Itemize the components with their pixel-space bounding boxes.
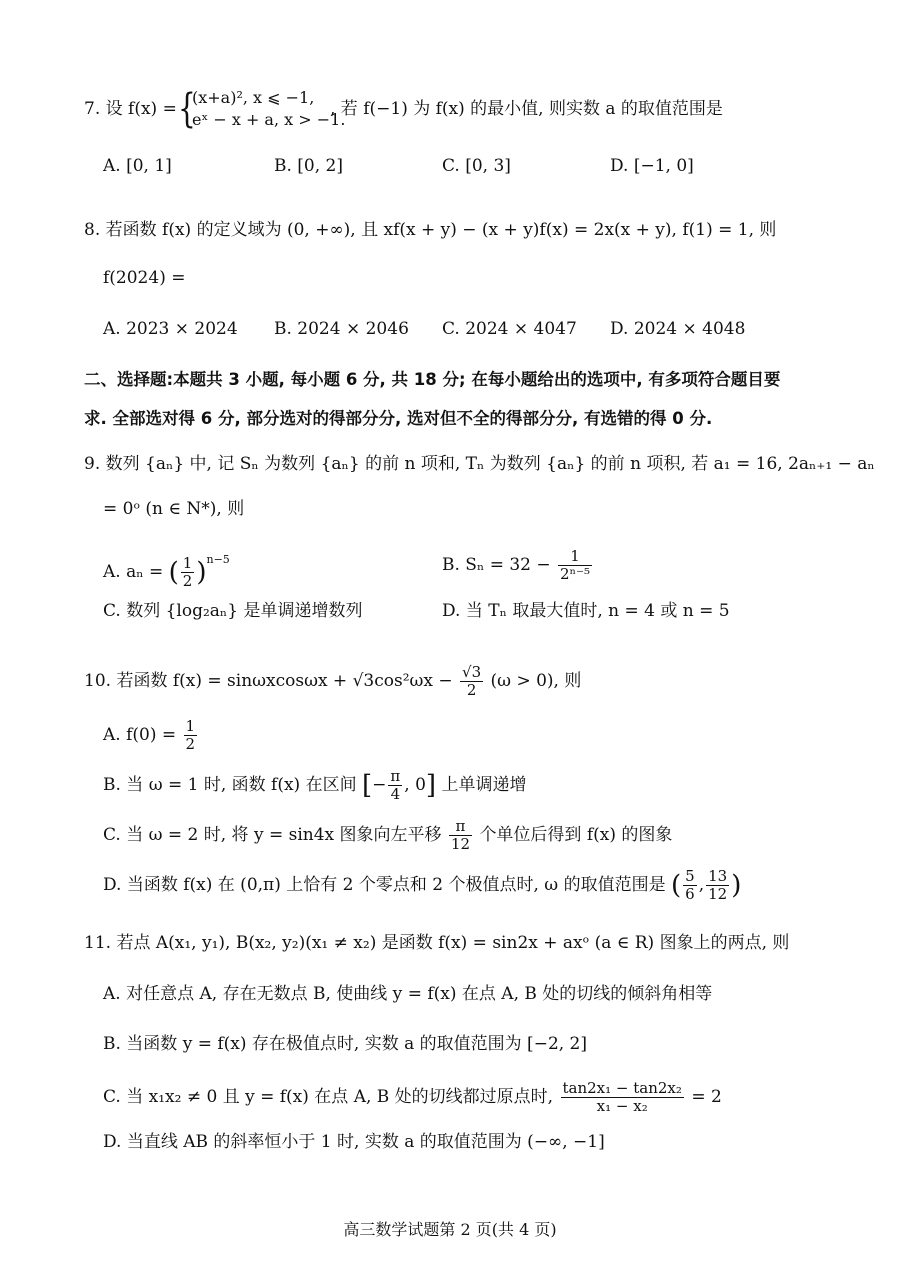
left-paren: ( <box>670 870 682 901</box>
q7-case-1: (x+a)², x ⩽ −1, <box>192 88 315 107</box>
fraction-numerator: 1 <box>558 548 592 566</box>
fraction-denominator: 6 <box>685 885 695 903</box>
q8-option-a: A. 2023 × 2024 <box>103 319 238 339</box>
q9-option-b <box>442 548 594 583</box>
q10-option-d-pre: D. 当函数 f(x) 在 (0,π) 上恰有 2 个零点和 2 个极值点时, ω 的取值范围是 <box>103 875 666 895</box>
q9-option-a-exponent: n−5 <box>206 553 230 566</box>
q8-option-d: D. 2024 × 4048 <box>610 319 746 339</box>
q10-option-d-fraction-1 <box>683 868 697 903</box>
fraction-denominator: 2 <box>182 572 193 590</box>
q9-option-b-label: B. Sₙ = 32 − <box>442 555 551 575</box>
q8-line-2: f(2024) = <box>103 268 186 288</box>
q10-option-d-fraction-2 <box>706 868 729 903</box>
q8-line-1: 8. 若函数 f(x) 的定义域为 (0, +∞), 且 xf(x + y) − (x + y)f(x) = 2x(x + y), f(1) = 1, 则 <box>84 220 777 240</box>
q7-piecewise <box>178 86 346 132</box>
q7-option-a: A. [0, 1] <box>103 156 172 176</box>
fraction-numerator: 1 <box>185 717 196 735</box>
q9-option-b-fraction <box>558 548 592 583</box>
q10-prefix: 10. 若函数 f(x) = sinωxcosωx + √3cos²ωx − <box>84 671 453 691</box>
q10-option-b-pre: B. 当 ω = 1 时, 函数 f(x) 在区间 <box>103 775 357 795</box>
q9-option-d: D. 当 Tₙ 取最大值时, n = 4 或 n = 5 <box>442 601 730 621</box>
q10-option-d: D. 当函数 f(x) 在 (0,π) 上恰有 2 个零点和 2 个极值点时, ω 的取值范围是 ( $\frac{5}{6}$ , $\frac{13}{12}$ ) <box>103 867 742 903</box>
fraction-numerator: 1 <box>182 554 193 572</box>
brace-symbol: { <box>178 86 196 132</box>
q8-option-c: C. 2024 × 4047 <box>442 319 577 339</box>
fraction-numerator: π <box>449 818 472 836</box>
q11-option-c-pre: C. 当 x₁x₂ ≠ 0 且 y = f(x) 在点 A, B 处的切线都过原点时, <box>103 1087 554 1107</box>
fraction-numerator: π <box>390 767 401 785</box>
fraction-denominator: 12 <box>708 885 728 903</box>
q7-case-2: eˣ − x + a, x > −1. <box>192 110 346 129</box>
q9-option-a-label: A. aₙ = <box>103 562 164 582</box>
q10-stem <box>84 664 581 699</box>
section-2-line-1: 二、选择题:本题共 3 小题, 每小题 6 分, 共 18 分; 在每小题给出的选项中, 有多项符合题目要 <box>84 370 781 389</box>
q9-option-a-fraction <box>181 555 195 590</box>
q11-line-1: 11. 若点 A(x₁, y₁), B(x₂, y₂)(x₁ ≠ x₂) 是函数 f(x) = sin2x + axᵒ (a ∈ R) 图象上的两点, 则 <box>84 933 790 953</box>
q8-option-b: B. 2024 × 2046 <box>274 319 409 339</box>
section-2-line-2: 求. 全部选对得 6 分, 部分选对的得部分分, 选对但不全的得部分分, 有选错的得 0 分. <box>84 409 713 428</box>
q9-line-2: = 0ᵒ (n ∈ N*), 则 <box>103 499 245 519</box>
q10-fraction <box>460 664 483 699</box>
fraction-denominator: 4 <box>390 785 401 803</box>
q7-prefix: 7. 设 f(x) = <box>84 99 177 119</box>
fraction-denominator: 2 <box>185 735 196 753</box>
q11-option-d: D. 当直线 AB 的斜率恒小于 1 时, 实数 a 的取值范围为 (−∞, −1] <box>103 1132 605 1152</box>
left-bracket: [ <box>362 770 373 801</box>
q11-option-c-post: = 2 <box>691 1087 722 1107</box>
q7-option-b: B. [0, 2] <box>274 156 344 176</box>
q11-option-b: B. 当函数 y = f(x) 存在极值点时, 实数 a 的取值范围为 [−2, 2] <box>103 1034 588 1054</box>
page-footer: 高三数学试题第 2 页(共 4 页) <box>343 1220 557 1239</box>
fraction-numerator: tan2x₁ − tan2x₂ <box>562 1079 682 1097</box>
right-paren: ) <box>196 557 207 588</box>
q9-line-1: 9. 数列 {aₙ} 中, 记 Sₙ 为数列 {aₙ} 的前 n 项和, Tₙ 为数列 {aₙ} 的前 n 项积, 若 a₁ = 16, 2aₙ₊₁ − aₙ <box>84 454 875 474</box>
fraction-numerator: √3 <box>462 663 482 681</box>
fraction-denominator: 2 <box>466 681 477 699</box>
q11-option-c <box>103 1080 722 1115</box>
q11-option-a: A. 对任意点 A, 存在无数点 B, 使曲线 y = f(x) 在点 A, B 处的切线的倾斜角相等 <box>103 984 713 1004</box>
q9-option-a <box>103 548 230 590</box>
q7-option-c: C. [0, 3] <box>442 156 511 176</box>
right-bracket: ] <box>425 770 437 801</box>
q7-suffix: , 若 f(−1) 为 f(x) 的最小值, 则实数 a 的取值范围是 <box>330 99 723 119</box>
q7-option-d: D. [−1, 0] <box>610 156 694 176</box>
left-paren: ( <box>168 557 179 588</box>
q10-option-a-fraction <box>184 718 198 753</box>
q10-option-c <box>103 818 672 853</box>
q10-option-a <box>103 718 199 753</box>
fraction-denominator: 2ⁿ⁻⁵ <box>560 565 591 583</box>
q10-option-b: B. 当 ω = 1 时, 函数 f(x) 在区间 [− $\frac{\pi}{4}$ , 0] 上单调递增 <box>103 767 527 803</box>
q9-option-c: C. 数列 {log₂aₙ} 是单调递增数列 <box>103 601 363 621</box>
q10-option-c-fraction <box>449 818 472 853</box>
fraction-denominator: 12 <box>450 835 471 853</box>
q10-option-b-post: 上单调递增 <box>441 775 527 795</box>
fraction-numerator: 13 <box>708 867 728 885</box>
q11-option-c-fraction <box>561 1080 684 1115</box>
q10-option-a-label: A. f(0) = <box>103 725 177 745</box>
right-paren: ) <box>731 870 742 901</box>
q10-option-b-fraction <box>388 768 402 803</box>
fraction-denominator: x₁ − x₂ <box>596 1097 648 1115</box>
q10-option-c-pre: C. 当 ω = 2 时, 将 y = sin4x 图象向左平移 <box>103 825 442 845</box>
q10-suffix: (ω > 0), 则 <box>490 671 582 691</box>
q10-option-c-post: 个单位后得到 f(x) 的图象 <box>479 825 673 845</box>
fraction-numerator: 5 <box>685 867 695 885</box>
